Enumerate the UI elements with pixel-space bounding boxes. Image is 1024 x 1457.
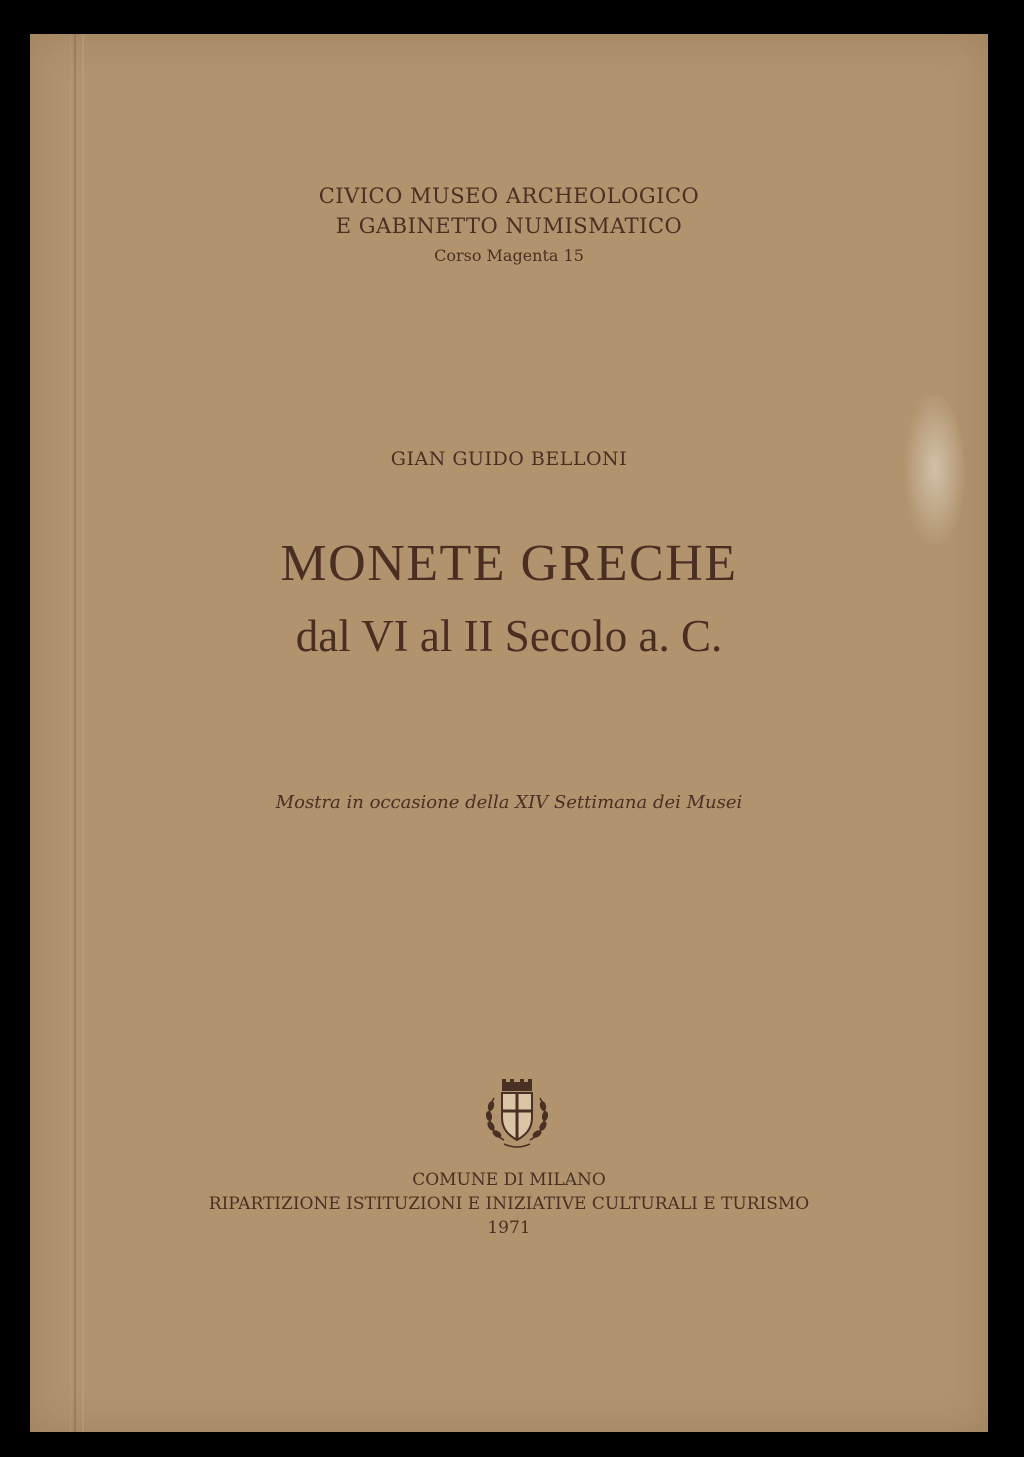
book-subtitle: dal VI al II Secolo a. C.: [295, 611, 723, 661]
publication-year: 1971: [487, 1218, 531, 1238]
publisher-name: COMUNE DI MILANO: [412, 1170, 606, 1190]
milan-coat-of-arms-icon: [482, 1078, 552, 1150]
institution-name: CIVICO MUSEO ARCHEOLOGICO: [318, 184, 700, 208]
institution-department: E GABINETTO NUMISMATICO: [335, 214, 683, 238]
institution-address: Corso Magenta 15: [434, 246, 584, 265]
exhibition-note: Mostra in occasione della XIV Settimana dei Musei: [275, 792, 743, 813]
book-title: MONETE GRECHE: [280, 535, 738, 592]
publisher-department: RIPARTIZIONE ISTITUZIONI E INIZIATIVE CULTURALI E TURISMO: [208, 1194, 810, 1214]
book-cover: [30, 34, 988, 1432]
author-name: GIAN GUIDO BELLONI: [390, 448, 628, 470]
